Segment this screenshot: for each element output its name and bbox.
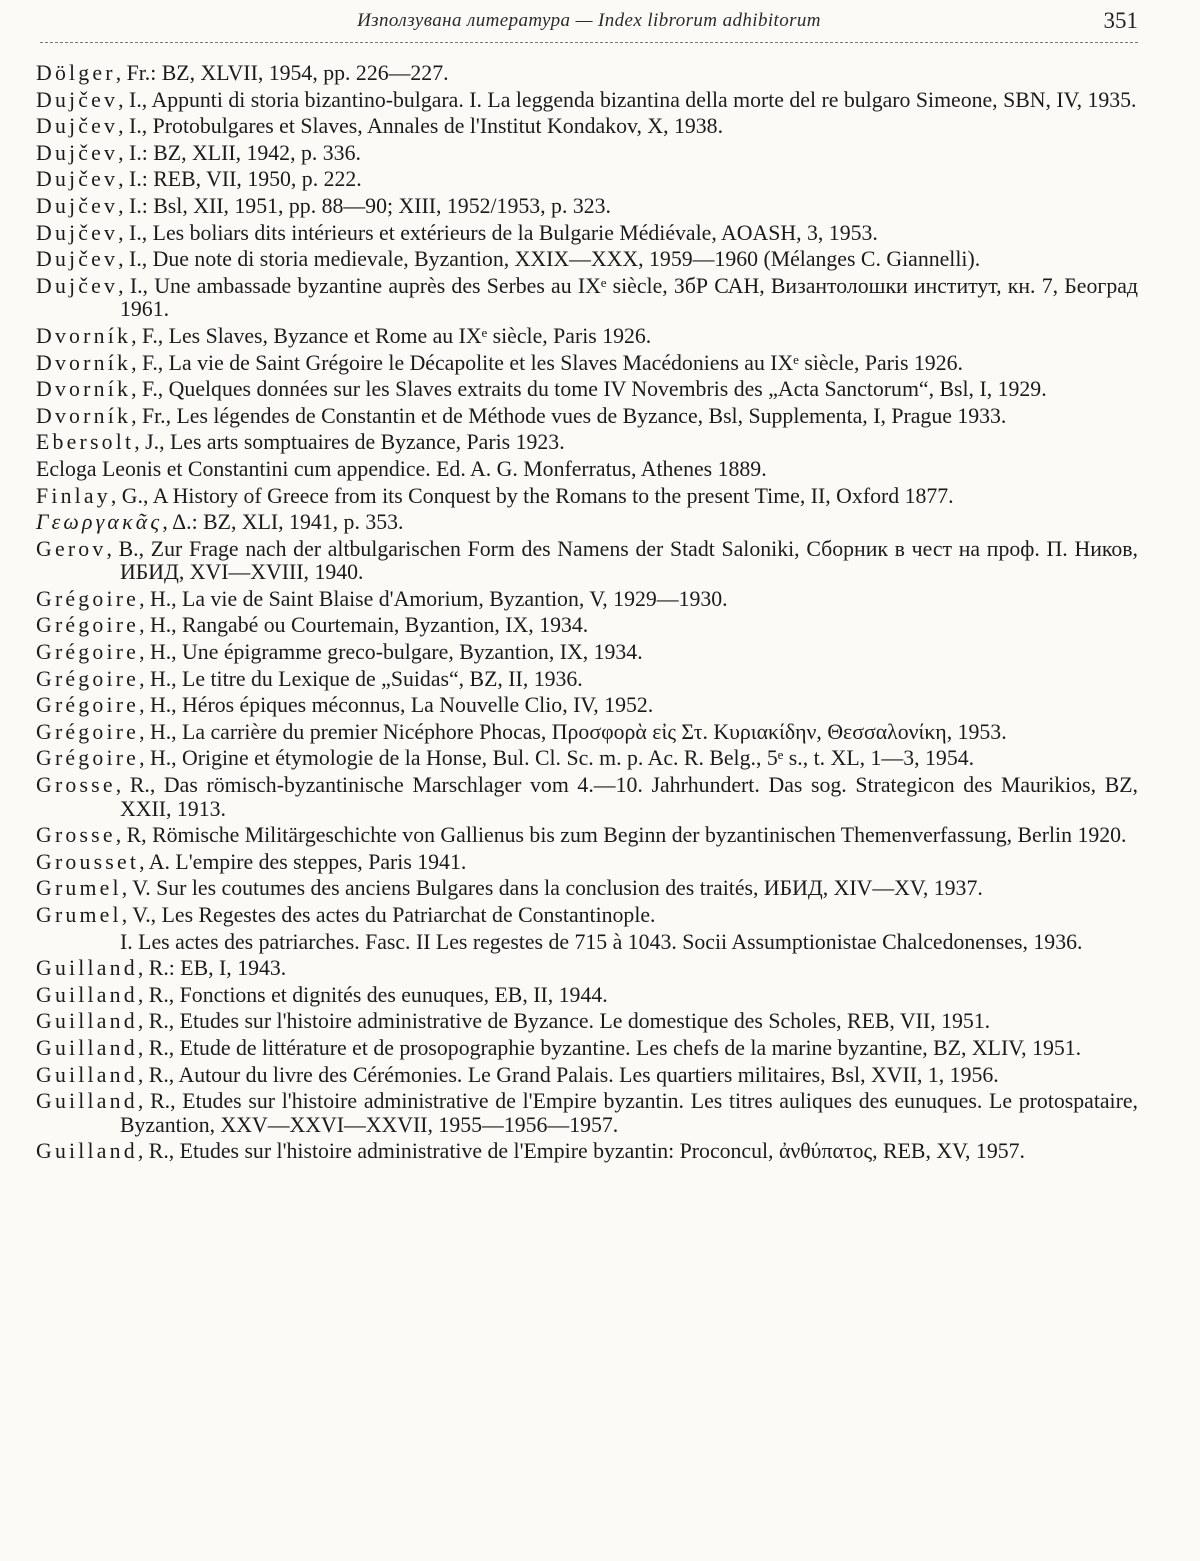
bibliography-entry — [36, 61, 1138, 86]
entry-author: Grosse — [36, 773, 116, 798]
entry-author: Γεωργακᾶς — [36, 510, 163, 535]
entry-author: Guilland — [36, 1062, 138, 1087]
entry-author: Dujčev — [36, 273, 119, 298]
entry-text: , H., Origine et étymologie de la Honse, Bul. Cl. Sc. m. p. Ac. R. Belg., 5ᵉ s., t. XL, 1—3, 1954. — [139, 746, 975, 771]
entry-text: , R., Etude de littérature et de prosopographie byzantine. Les chefs de la marine byzantine, BZ, XLIV, 1951. — [137, 1035, 1082, 1060]
entry-author: Guilland — [36, 982, 138, 1007]
entry-text: , G., A History of Greece from its Conquest by the Romans to the present Time, II, Oxford 1877. — [110, 483, 954, 508]
entry-text: , H., Le titre du Lexique de „Suidas“, BZ, II, 1936. — [139, 666, 583, 691]
entry-text: , R., Etudes sur l'histoire administrative de l'Empire byzantin: Proconcul, ἀνθύπατος, REB, XV, 1957. — [137, 1139, 1025, 1164]
bibliography-entry — [36, 719, 1138, 745]
entry-text: , I., Appunti di storia bizantino-bulgara. I. La leggenda bizantina della morte del re bulgaro Simeone, SBN, IV, 1935. — [118, 87, 1137, 112]
bibliography-entry — [36, 640, 1138, 665]
entry-author: Dvorník — [36, 323, 132, 348]
entry-author: Grosse — [36, 823, 116, 848]
entry-text: , I., Due note di storia medievale, Byzantion, XXIX—XXX, 1959—1960 (Mélanges C. Giannelli). — [118, 247, 981, 272]
entry-text: , I., Une ambassade byzantine auprès des Serbes au IXᵉ siècle, ЗбР САН, Византолошки институт, кн. 7, Београд 1961. — [118, 273, 1138, 322]
entry-author: Grégoire — [36, 746, 140, 771]
bibliography-entry — [36, 510, 1138, 535]
entry-text: , R., Etudes sur l'histoire administrative de l'Empire byzantin. Les titres auliques des eunuques. Le protospataire, Byzantion, XXV—XXVI—XXVII, 1955—1956—1957. — [120, 1089, 1138, 1137]
entry-author: Guilland — [36, 1035, 138, 1060]
bibliography-entry — [36, 773, 1138, 821]
entry-author: Grégoire — [36, 693, 140, 718]
entry-text: , Fr.: BZ, XLVII, 1954, pp. 226—227. — [115, 61, 449, 85]
bibliography-entry — [36, 483, 1138, 509]
bibliography-entry — [36, 193, 1138, 219]
bibliography-entry — [36, 956, 1138, 981]
entry-text: , V. Sur les coutumes des anciens Bulgares dans la conclusion des traités, ИБИД, XIV—XV, 1937. — [121, 876, 983, 901]
bibliography-entry — [36, 876, 1138, 901]
entry-author: Gerov — [36, 536, 107, 561]
bibliography-entry — [36, 273, 1138, 322]
bibliography-entry — [36, 140, 1138, 166]
header-title: Използувана литература — Index librorum adhibitorum — [357, 10, 821, 31]
entry-author: Dölger — [36, 61, 116, 85]
entry-author: Grégoire — [36, 640, 140, 665]
entry-text: , F., Quelques données sur les Slaves extraits du tome IV Novembris des „Acta Sanctorum“, Bsl, I, 1929. — [131, 377, 1047, 402]
entry-author: Finlay — [36, 483, 111, 508]
page-number: 351 — [1103, 8, 1138, 33]
entry-author: Guilland — [36, 956, 138, 981]
bibliography-entry — [36, 536, 1138, 585]
entry-text: , H., Une épigramme greco-bulgare, Byzantion, IX, 1934. — [139, 640, 643, 665]
bibliography-entry — [36, 693, 1138, 718]
running-header — [40, 6, 1138, 43]
entry-author: Dujčev — [36, 193, 119, 218]
bibliography-entry — [36, 323, 1138, 349]
entry-text: , V., Les Regestes des actes du Patriarchat de Constantinople. — [121, 903, 656, 927]
bibliography-entry — [36, 247, 1138, 272]
entry-author: Grégoire — [36, 719, 140, 744]
entry-text: , I., Protobulgares et Slaves, Annales de l'Institut Kondakov, X, 1938. — [118, 114, 724, 139]
bibliography-entry — [36, 403, 1138, 429]
bibliography-entry — [120, 931, 1138, 955]
entry-text: , I.: REB, VII, 1950, p. 222. — [118, 167, 362, 192]
entry-text: , H., La carrière du premier Nicéphore Phocas, Προσφορὰ εἰς Στ. Κυριακίδην, Θεσσαλονίκη, 1953. — [139, 719, 1007, 744]
bibliography-list — [0, 62, 1200, 1167]
entry-author: Dujčev — [36, 167, 119, 192]
bibliography-entry — [36, 114, 1138, 139]
bibliography-entry — [36, 350, 1138, 376]
entry-text: , I.: BZ, XLII, 1942, p. 336. — [118, 140, 361, 165]
bibliography-entry — [36, 586, 1138, 612]
entry-author: Guilland — [36, 1009, 138, 1034]
entry-text: , F., Les Slaves, Byzance et Rome au IXᵉ siècle, Paris 1926. — [131, 323, 652, 348]
bibliography-entry — [36, 87, 1138, 113]
entry-author: Dujčev — [36, 140, 119, 165]
entry-author: Dvorník — [36, 350, 132, 375]
entry-author: Grumel — [36, 876, 122, 901]
bibliography-entry — [36, 1062, 1138, 1088]
entry-author: Guilland — [36, 1089, 138, 1114]
bibliography-entry — [36, 982, 1138, 1008]
bibliography-entry — [36, 613, 1138, 638]
bibliography-entry — [36, 746, 1138, 771]
entry-author: Grégoire — [36, 666, 140, 691]
bibliography-entry — [36, 1139, 1138, 1164]
entry-text: , B., Zur Frage nach der altbulgarischen Form des Namens der Stadt Saloniki, Сборник в чест на проф. П. Ников, ИБИД, XVI—XVIII, 1940. — [106, 536, 1138, 585]
bibliography-entry — [36, 1089, 1138, 1137]
entry-text: , R., Das römisch-byzantinische Marschlager vom 4.—10. Jahrhundert. Das sog. Strategicon des Maurikios, BZ, XXII, 1913. — [115, 773, 1138, 821]
bibliography-entry — [36, 1035, 1138, 1061]
bibliography-entry — [36, 666, 1138, 692]
bibliography-entry — [36, 377, 1138, 402]
entry-text: , H., La vie de Saint Blaise d'Amorium, Byzantion, V, 1929—1930. — [139, 586, 728, 611]
entry-text: , R, Römische Militärgeschichte von Gallienus bis zum Beginn der byzantinischen Themenverfassung, Berlin 1920. — [115, 823, 1127, 848]
bibliography-entry — [36, 849, 1138, 875]
entry-author: Dujčev — [36, 87, 119, 112]
entry-text: , R.: EB, I, 1943. — [137, 956, 287, 981]
entry-author: Dujčev — [36, 220, 119, 245]
entry-text: , I., Les boliars dits intérieurs et extérieurs de la Bulgarie Médiévale, AOASH, 3, 1953. — [118, 220, 878, 245]
entry-text: , Fr., Les légendes de Constantin et de Méthode vues de Byzance, Bsl, Supplementa, I, Prague 1933. — [131, 403, 1007, 428]
entry-text: , A. L'empire des steppes, Paris 1941. — [139, 849, 467, 874]
entry-text: , R., Autour du livre des Cérémonies. Le Grand Palais. Les quartiers militaires, Bsl, XVII, 1, 1956. — [137, 1062, 999, 1087]
entry-text: , R., Fonctions et dignités des eunuques, EB, II, 1944. — [137, 982, 608, 1007]
entry-author: Dvorník — [36, 377, 132, 402]
bibliography-entry — [36, 823, 1138, 848]
entry-text: I. Les actes des patriarches. Fasc. II Les regestes de 715 à 1043. Socii Assumptionistae Chalcedonenses, 1936. — [120, 929, 1083, 954]
entry-text: , I.: Bsl, XII, 1951, pp. 88—90; XIII, 1952/1953, p. 323. — [118, 193, 611, 218]
entry-text: , Δ.: BZ, XLI, 1941, p. 353. — [162, 510, 404, 535]
bibliography-entry — [36, 167, 1138, 192]
entry-author: Grégoire — [36, 586, 140, 611]
entry-text: , H., Héros épiques méconnus, La Nouvelle Clio, IV, 1952. — [139, 693, 654, 718]
bibliography-entry — [36, 903, 1138, 928]
entry-author: Ebersolt — [36, 430, 135, 455]
entry-text: , R., Etudes sur l'histoire administrative de Byzance. Le domestique des Scholes, REB, VII, 1951. — [137, 1009, 991, 1034]
entry-text: , H., Rangabé ou Courtemain, Byzantion, IX, 1934. — [139, 613, 589, 638]
entry-author: Guilland — [36, 1139, 138, 1164]
entry-author: Grumel — [36, 903, 122, 927]
entry-author: Grégoire — [36, 613, 140, 638]
bibliography-entry — [36, 430, 1138, 455]
bibliography-entry — [36, 220, 1138, 246]
entry-author: Dvorník — [36, 403, 132, 428]
entry-text: , F., La vie de Saint Grégoire le Décapolite et les Slaves Macédoniens au IXᵉ siècle, Paris 1926. — [131, 350, 963, 375]
entry-author: Dujčev — [36, 114, 119, 139]
entry-text: Ecloga Leonis et Constantini cum appendice. Ed. A. G. Monferratus, Athenes 1889. — [36, 456, 767, 481]
entry-text: , J., Les arts somptuaires de Byzance, Paris 1923. — [134, 430, 565, 455]
bibliography-entry — [36, 1009, 1138, 1034]
bibliography-entry — [36, 456, 1138, 482]
entry-author: Grousset — [36, 849, 140, 874]
entry-author: Dujčev — [36, 247, 119, 272]
